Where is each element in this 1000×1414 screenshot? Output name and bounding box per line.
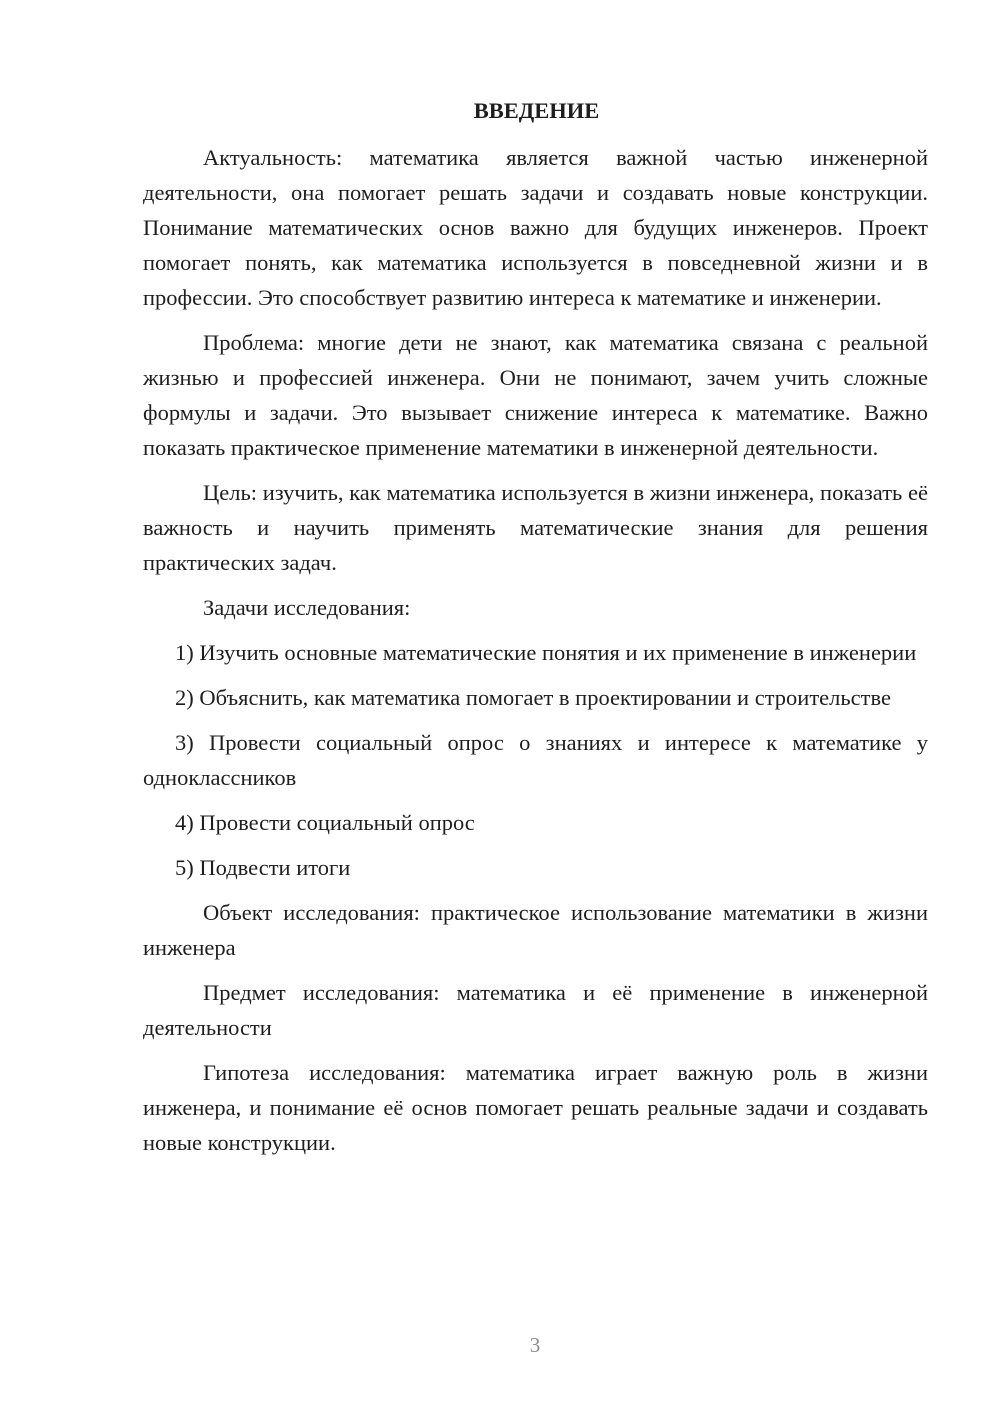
goal-paragraph: Цель: изучить, как математика используется в жизни инженера, показать её важность и научить применять математические знания для решения практических задач. (143, 480, 928, 575)
section-title: ВВЕДЕНИЕ (473, 98, 600, 123)
task-item: 2) Объяснить, как математика помогает в проектировании и строительстве (175, 685, 891, 710)
task-item: 1) Изучить основные математические понятия и их применение в инженерии (175, 640, 917, 665)
hypothesis-paragraph: Гипотеза исследования: математика играет важную роль в жизни инженера, и понимание её основ помогает решать реальные задачи и создавать новые конструкции. (143, 1060, 928, 1155)
problem-paragraph: Проблема: многие дети не знают, как математика связана с реальной жизнью и профессией инженера. Они не понимают, зачем учить сложные формулы и задачи. Это вызывает снижение интереса к математике. Важно показать практическое применение математики в инженерной деятельности. (143, 330, 928, 460)
relevance-paragraph: Актуальность: математика является важной частью инженерной деятельности, она помогает решать задачи и создавать новые конструкции. Понимание математических основ важно для будущих инженеров. Проект помогает понять, как математика используется в повседневной жизни и в профессии. Это способствует развитию интереса к математике и инженерии. (143, 145, 928, 310)
object-paragraph: Объект исследования: практическое использование математики в жизни инженера (143, 900, 928, 960)
tasks-heading: Задачи исследования: (203, 595, 411, 620)
task-item: 4) Провести социальный опрос (175, 810, 475, 835)
subject-paragraph: Предмет исследования: математика и её применение в инженерной деятельности (143, 980, 928, 1040)
task-item: 5) Подвести итоги (175, 855, 351, 880)
task-item: 3) Провести социальный опрос о знаниях и интересе к математике у одноклассников (143, 730, 928, 790)
page-content (143, 93, 928, 1170)
page-number: 3 (529, 1333, 541, 1357)
